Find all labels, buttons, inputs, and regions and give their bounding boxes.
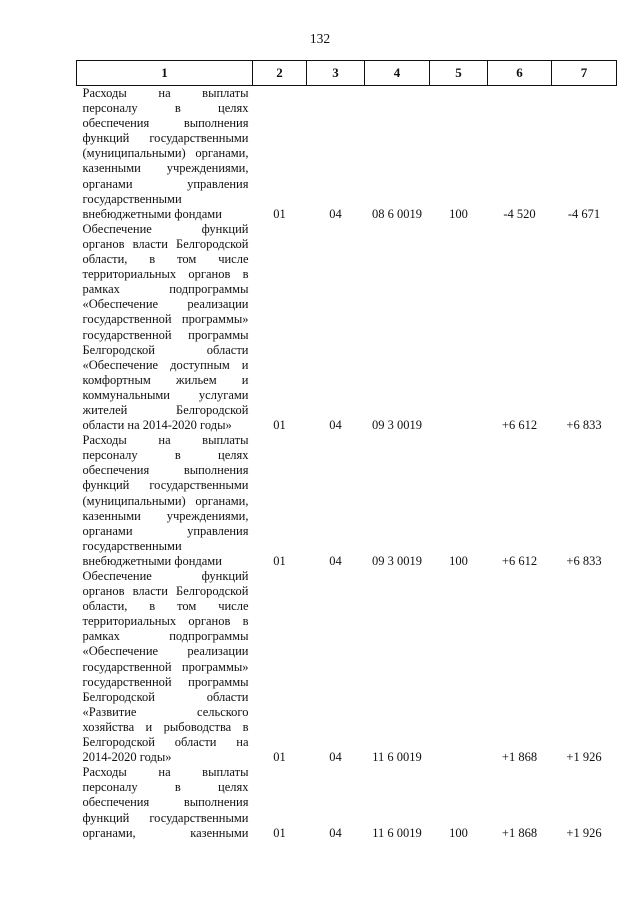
page-number: 132 <box>309 31 331 46</box>
description-line: казенными учреждениями, <box>82 161 249 176</box>
description-line: внебюджетными фондами <box>82 206 222 221</box>
target-article-code: 08 6 0019 <box>372 206 422 221</box>
amount-year-2: +6 833 <box>566 418 602 433</box>
table-row <box>77 569 617 765</box>
header-col-3: 3 <box>307 61 365 86</box>
target-article-code: 11 6 0019 <box>372 825 422 840</box>
subsection-code: 04 <box>329 553 342 568</box>
amount-year-2: -4 671 <box>567 206 601 221</box>
description-line: внебюджетными фондами <box>82 553 222 568</box>
description-line: казенными учреждениями, <box>82 508 249 523</box>
subsection-code: 04 <box>329 418 342 433</box>
section-code: 01 <box>273 206 286 221</box>
description-line: государственной программы» <box>82 312 249 327</box>
header-col-2: 2 <box>253 61 307 86</box>
target-article-code: 11 6 0019 <box>372 750 422 765</box>
description-line: государственной программы <box>82 674 249 689</box>
description-line: обеспечения выполнения <box>82 116 249 131</box>
description-line: Расходы на выплаты <box>82 86 249 100</box>
description-line: Расходы на выплаты <box>82 433 249 448</box>
description-line: «Обеспечение доступным и <box>82 357 249 372</box>
row-description <box>77 569 253 765</box>
description-line: территориальных органов в <box>82 267 249 282</box>
amount-year-1: -4 520 <box>503 206 536 221</box>
description-line: рамках подпрограммы <box>82 282 249 297</box>
amount-year-2: +1 926 <box>566 750 602 765</box>
amount-year-1: +6 612 <box>501 553 538 568</box>
description-line: жителей Белгородской <box>82 402 249 417</box>
section-code: 01 <box>273 750 286 765</box>
row-description <box>77 433 253 569</box>
expense-type-code: 100 <box>449 825 468 840</box>
description-line: органами управления <box>82 176 249 191</box>
description-line: комфортным жильем и <box>82 372 249 387</box>
description-line: области на 2014-2020 годы» <box>82 418 232 433</box>
header-col-7: 7 <box>552 61 617 86</box>
description-line: функций государственными <box>82 478 249 493</box>
description-line: Обеспечение функций <box>82 569 249 583</box>
description-line: Белгородской области <box>82 342 249 357</box>
expense-type-code <box>430 569 488 765</box>
section-code: 01 <box>273 825 286 840</box>
subsection-code: 04 <box>329 825 342 840</box>
description-line: территориальных органов в <box>82 614 249 629</box>
subsection-code: 04 <box>329 206 342 221</box>
table-row <box>77 765 617 840</box>
description-line: Обеспечение функций <box>82 221 249 236</box>
description-line: «Обеспечение реализации <box>82 644 249 659</box>
description-line: области, в том числе <box>82 599 249 614</box>
description-line: функций государственными <box>82 131 249 146</box>
description-line: государственной программы <box>82 327 249 342</box>
section-code: 01 <box>273 553 286 568</box>
description-line: органов власти Белгородской <box>82 584 249 599</box>
header-col-6: 6 <box>488 61 552 86</box>
expense-type-code: 100 <box>449 553 468 568</box>
expense-type-code <box>430 222 488 433</box>
description-line: «Обеспечение реализации <box>82 297 249 312</box>
table-row <box>77 222 617 433</box>
amount-year-1: +1 868 <box>501 750 538 765</box>
description-line: Белгородской области <box>82 689 249 704</box>
amount-year-1: +1 868 <box>501 825 538 840</box>
description-line: обеспечения выполнения <box>82 463 249 478</box>
table-body <box>77 86 617 841</box>
description-line: государственными <box>82 191 182 206</box>
description-line: (муниципальными) органами, <box>82 493 249 508</box>
amount-year-2: +6 833 <box>566 553 602 568</box>
row-description <box>77 765 253 840</box>
description-line: государственной программы» <box>82 659 249 674</box>
amount-year-1: +6 612 <box>501 418 538 433</box>
target-article-code: 09 3 0019 <box>372 553 422 568</box>
table-row <box>77 433 617 569</box>
row-description <box>77 86 253 222</box>
amount-year-2: +1 926 <box>566 825 602 840</box>
description-line: персоналу в целях <box>82 101 249 116</box>
target-article-code: 09 3 0019 <box>372 418 422 433</box>
description-line: «Развитие сельского <box>82 704 249 719</box>
description-line: персоналу в целях <box>82 448 249 463</box>
description-line: функций государственными <box>82 810 249 825</box>
description-line: органов власти Белгородской <box>82 236 249 251</box>
description-line: органами, казенными <box>82 825 249 840</box>
table-row <box>77 86 617 222</box>
description-line: органами управления <box>82 523 249 538</box>
budget-table <box>76 60 617 841</box>
section-code: 01 <box>273 418 286 433</box>
description-line: 2014-2020 годы» <box>82 750 172 765</box>
header-row <box>77 61 617 86</box>
subsection-code: 04 <box>329 750 342 765</box>
description-line: коммунальными услугами <box>82 387 249 402</box>
description-line: (муниципальными) органами, <box>82 146 249 161</box>
description-line: области, в том числе <box>82 252 249 267</box>
header-col-5: 5 <box>430 61 488 86</box>
row-description <box>77 222 253 433</box>
description-line: рамках подпрограммы <box>82 629 249 644</box>
description-line: государственными <box>82 538 182 553</box>
header-col-4: 4 <box>365 61 430 86</box>
description-line: Белгородской области на <box>82 735 249 750</box>
description-line: хозяйства и рыбоводства в <box>82 719 249 734</box>
description-line: персоналу в целях <box>82 780 249 795</box>
header-col-1: 1 <box>77 61 253 86</box>
expense-type-code: 100 <box>449 206 468 221</box>
description-line: обеспечения выполнения <box>82 795 249 810</box>
description-line: Расходы на выплаты <box>82 765 249 780</box>
